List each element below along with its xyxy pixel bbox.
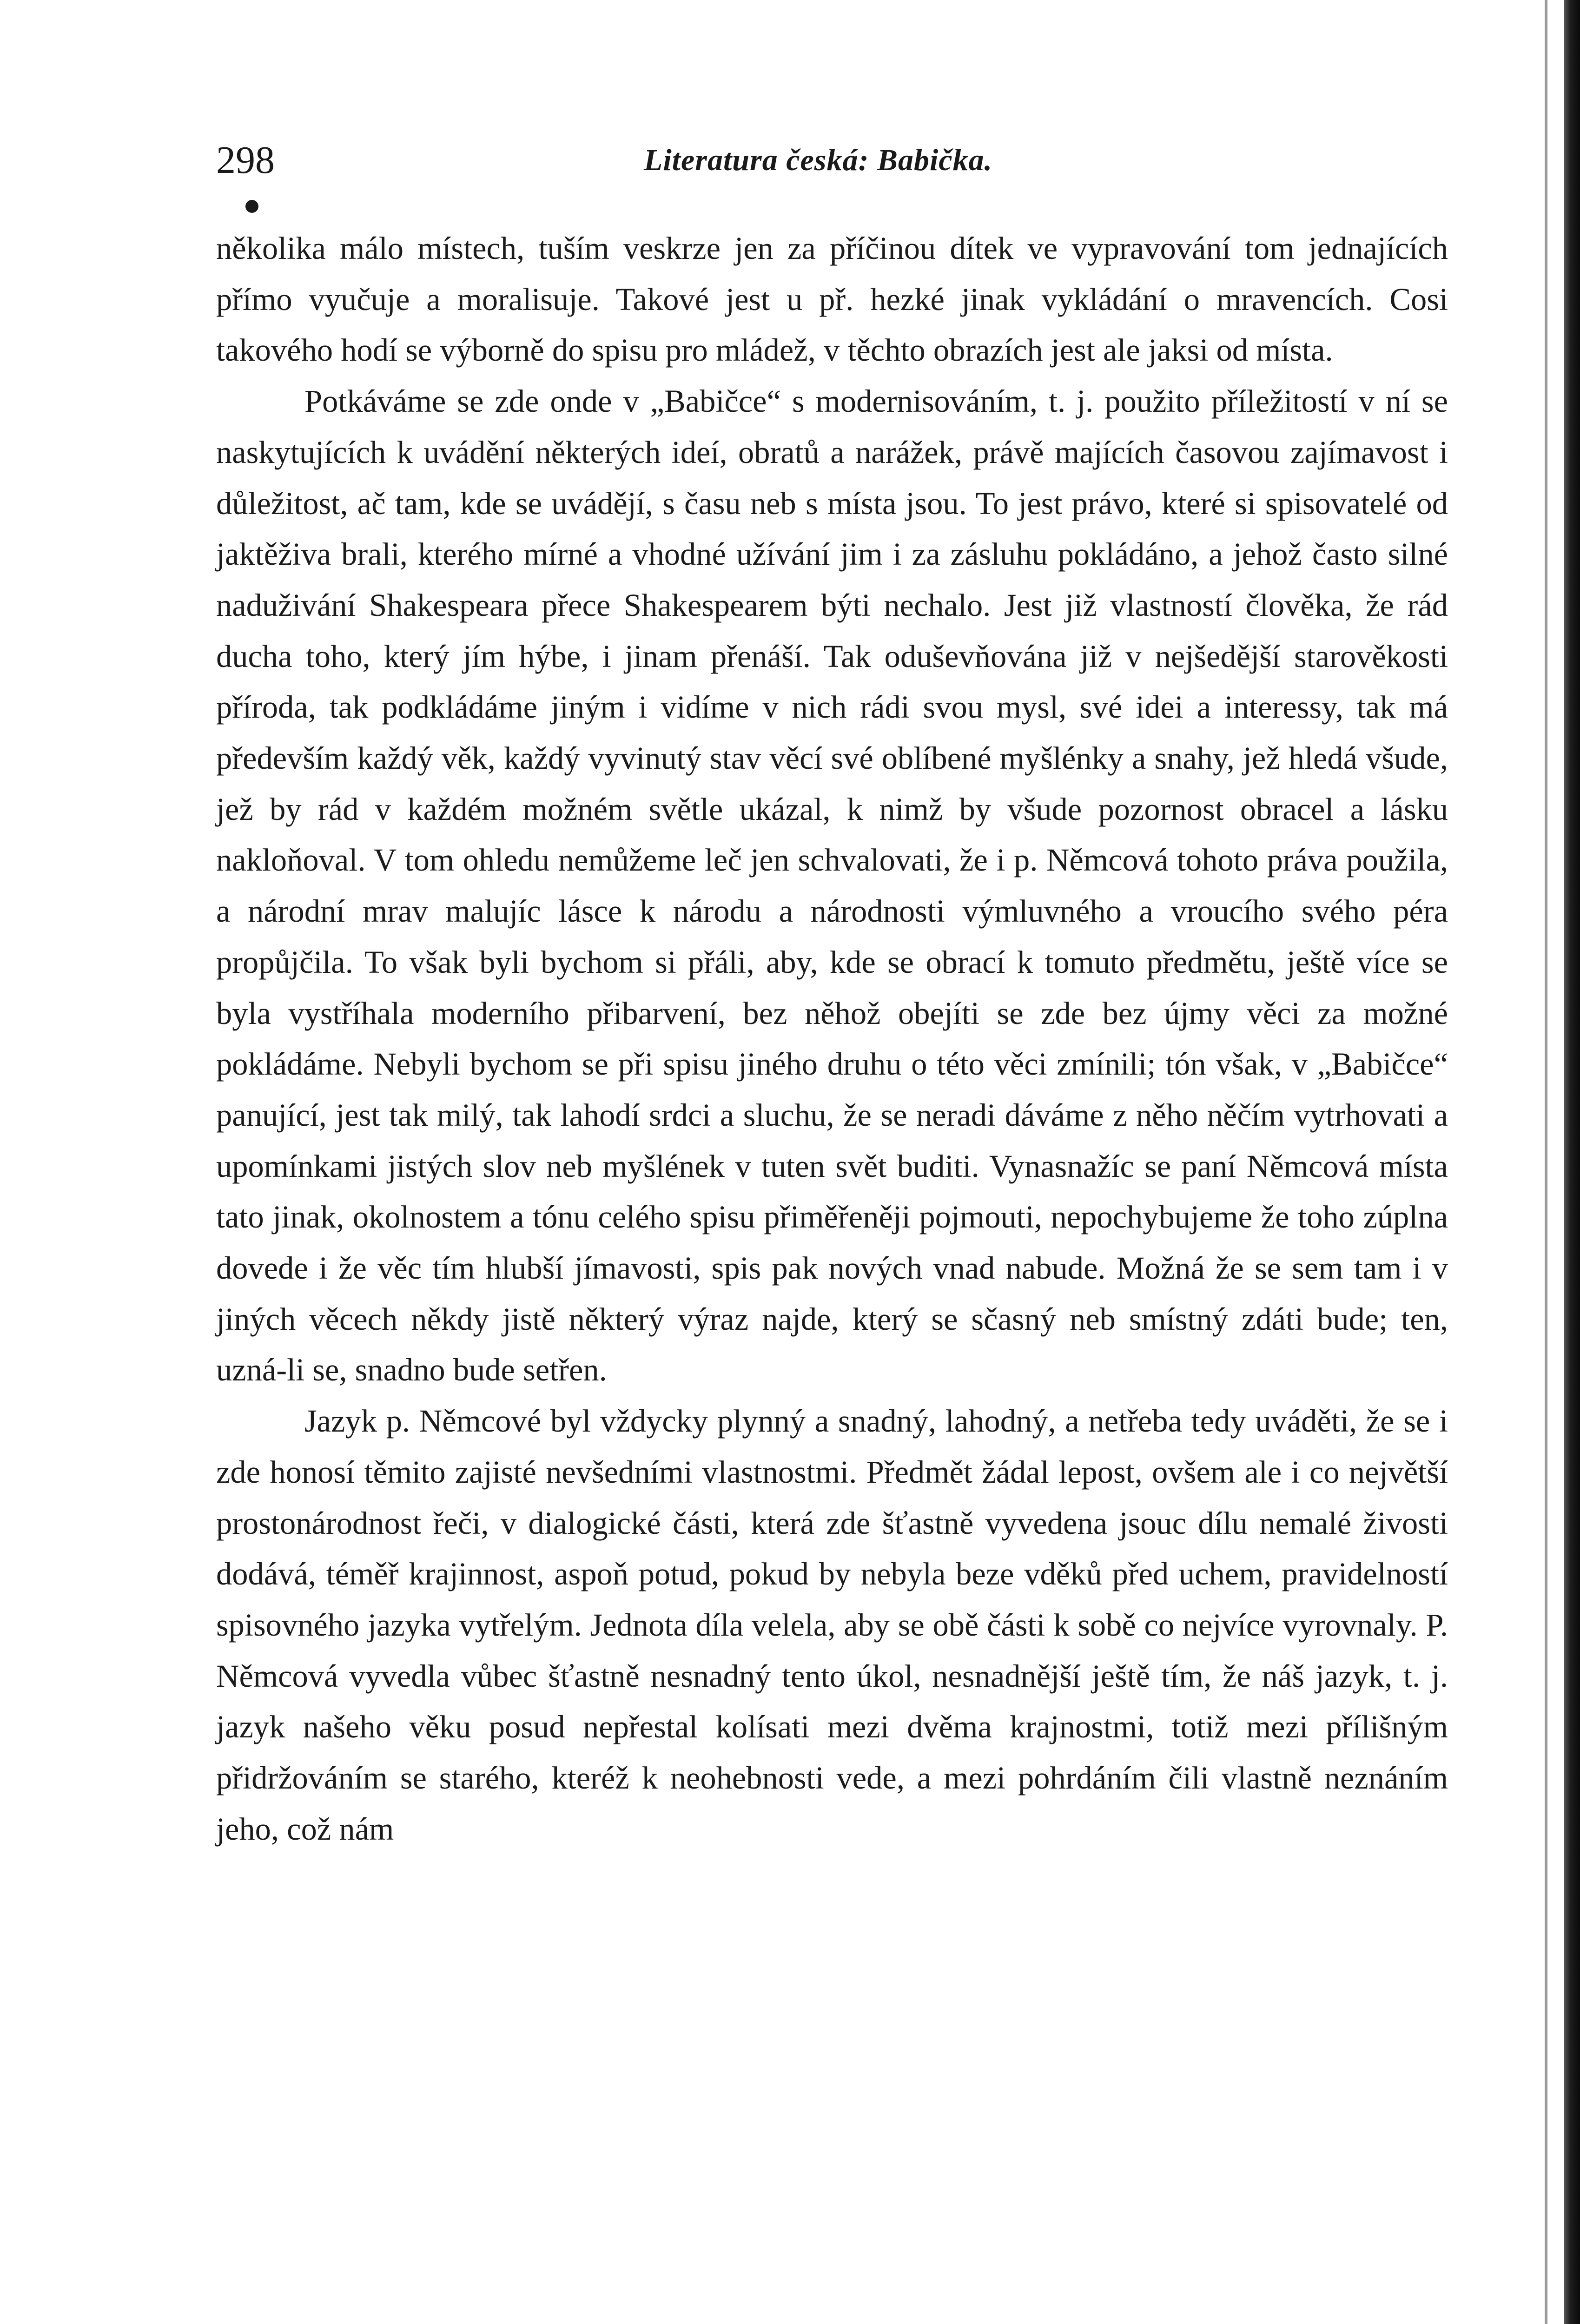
page-number: 298 [216, 139, 275, 182]
scan-edge-shadow [1564, 0, 1580, 2324]
scan-edge-line [1545, 0, 1547, 2324]
body-text [216, 223, 1448, 1855]
paragraph-1: několika málo místech, tuším veskrze jen za příčinou dítek ve vypravování tom jednajících přímo vyučuje a moralisuje. Takové jest u př. hezké jinak vykládání o mravencích. Cosi takového hodí se výborně do spisu pro mládež, v těchto obrazích jest ale jaksi od místa. [216, 231, 1448, 368]
paragraph-2: Potkáváme se zde onde v „Babičce“ s modernisováním, t. j. použito příležitostí v ní se naskytujících k uvádění některých ideí, obratů a narážek, právě majících časovou zajímavost i důležitost, ač tam, kde se uvádějí, s času neb s místa jsou. To jest právo, které si spisovatelé od jaktěživa brali, kterého mírné a vhodné užívání jim i za zásluhu pokládáno, a jehož často silné naduživání Shakespeara přece Shakespearem býti nechalo. Jest již vlastností člověka, že rád ducha toho, který jím hýbe, i jinam přenáší. Tak oduševňována již v nejšedější starověkosti příroda, tak podkládáme jiným i vidíme v nich rádi svou mysl, své idei a interessy, tak má především každý věk, každý vyvinutý stav věcí své oblíbené myšlénky a snahy, jež hledá všude, jež by rád v každém možném světle ukázal, k nimž by všude pozornost obracel a lásku nakloňoval. V tom ohledu nemůžeme leč jen schvalovati, že i p. Němcová tohoto práva použila, a národní mrav malujíc lásce k národu a národnosti výmluvného a vroucího svého péra propůjčila. To však byli bychom si přáli, aby, kde se obrací k tomuto předmětu, ještě více se byla vystříhala moderního přibarvení, bez něhož obejíti se zde bez újmy věci za možné pokládáme. Nebyli bychom se při spisu jiného druhu o této věci zmínili; tón však, v „Babičce“ panující, jest tak milý, tak lahodí srdci a sluchu, že se neradi dáváme z něho něčím vytrhovati a upomínkami jistých slov neb myšlének v tuten svět buditi. Vynasnažíc se paní Němcová místa tato jinak, okolnostem a tónu celého spisu přiměřeněji pojmouti, nepochybujeme že toho zúplna dovede i že věc tím hlubší jímavosti, spis pak nových vnad nabude. Možná že se sem tam i v jiných věcech někdy jistě některý výraz najde, který se sčasný neb smístný zdáti bude; ten, uzná-li se, snadno bude setřen. [216, 383, 1448, 1388]
ink-dot [245, 200, 258, 213]
paragraph-3: Jazyk p. Němcové byl vždycky plynný a snadný, lahodný, a netřeba tedy uváděti, že se i zde honosí těmito zajisté nevšedními vlastnostmi. Předmět žádal lepost, ovšem ale i co největší prostonárodnost řeči, v dialogické části, která zde šťastně vyvedena jsouc dílu nemalé živosti dodává, téměř krajinnost, aspoň potud, pokud by nebyla beze vděků před uchem, pravidelností spisovného jazyka vytřelým. Jednota díla velela, aby se obě části k sobě co nejvíce vyrovnaly. P. Němcová vyvedla vůbec šťastně nesnadný tento úkol, nesnadnější ještě tím, že náš jazyk, t. j. jazyk našeho věku posud nepřestal kolísati mezi dvěma krajnostmi, totiž mezi přílišným přidržováním se starého, kteréž k neohebnosti vede, a mezi pohrdáním čili vlastně neznáním jeho, což nám [216, 1403, 1448, 1847]
running-title: Literatura česká: Babička. [644, 143, 993, 177]
page-header [216, 135, 1434, 186]
